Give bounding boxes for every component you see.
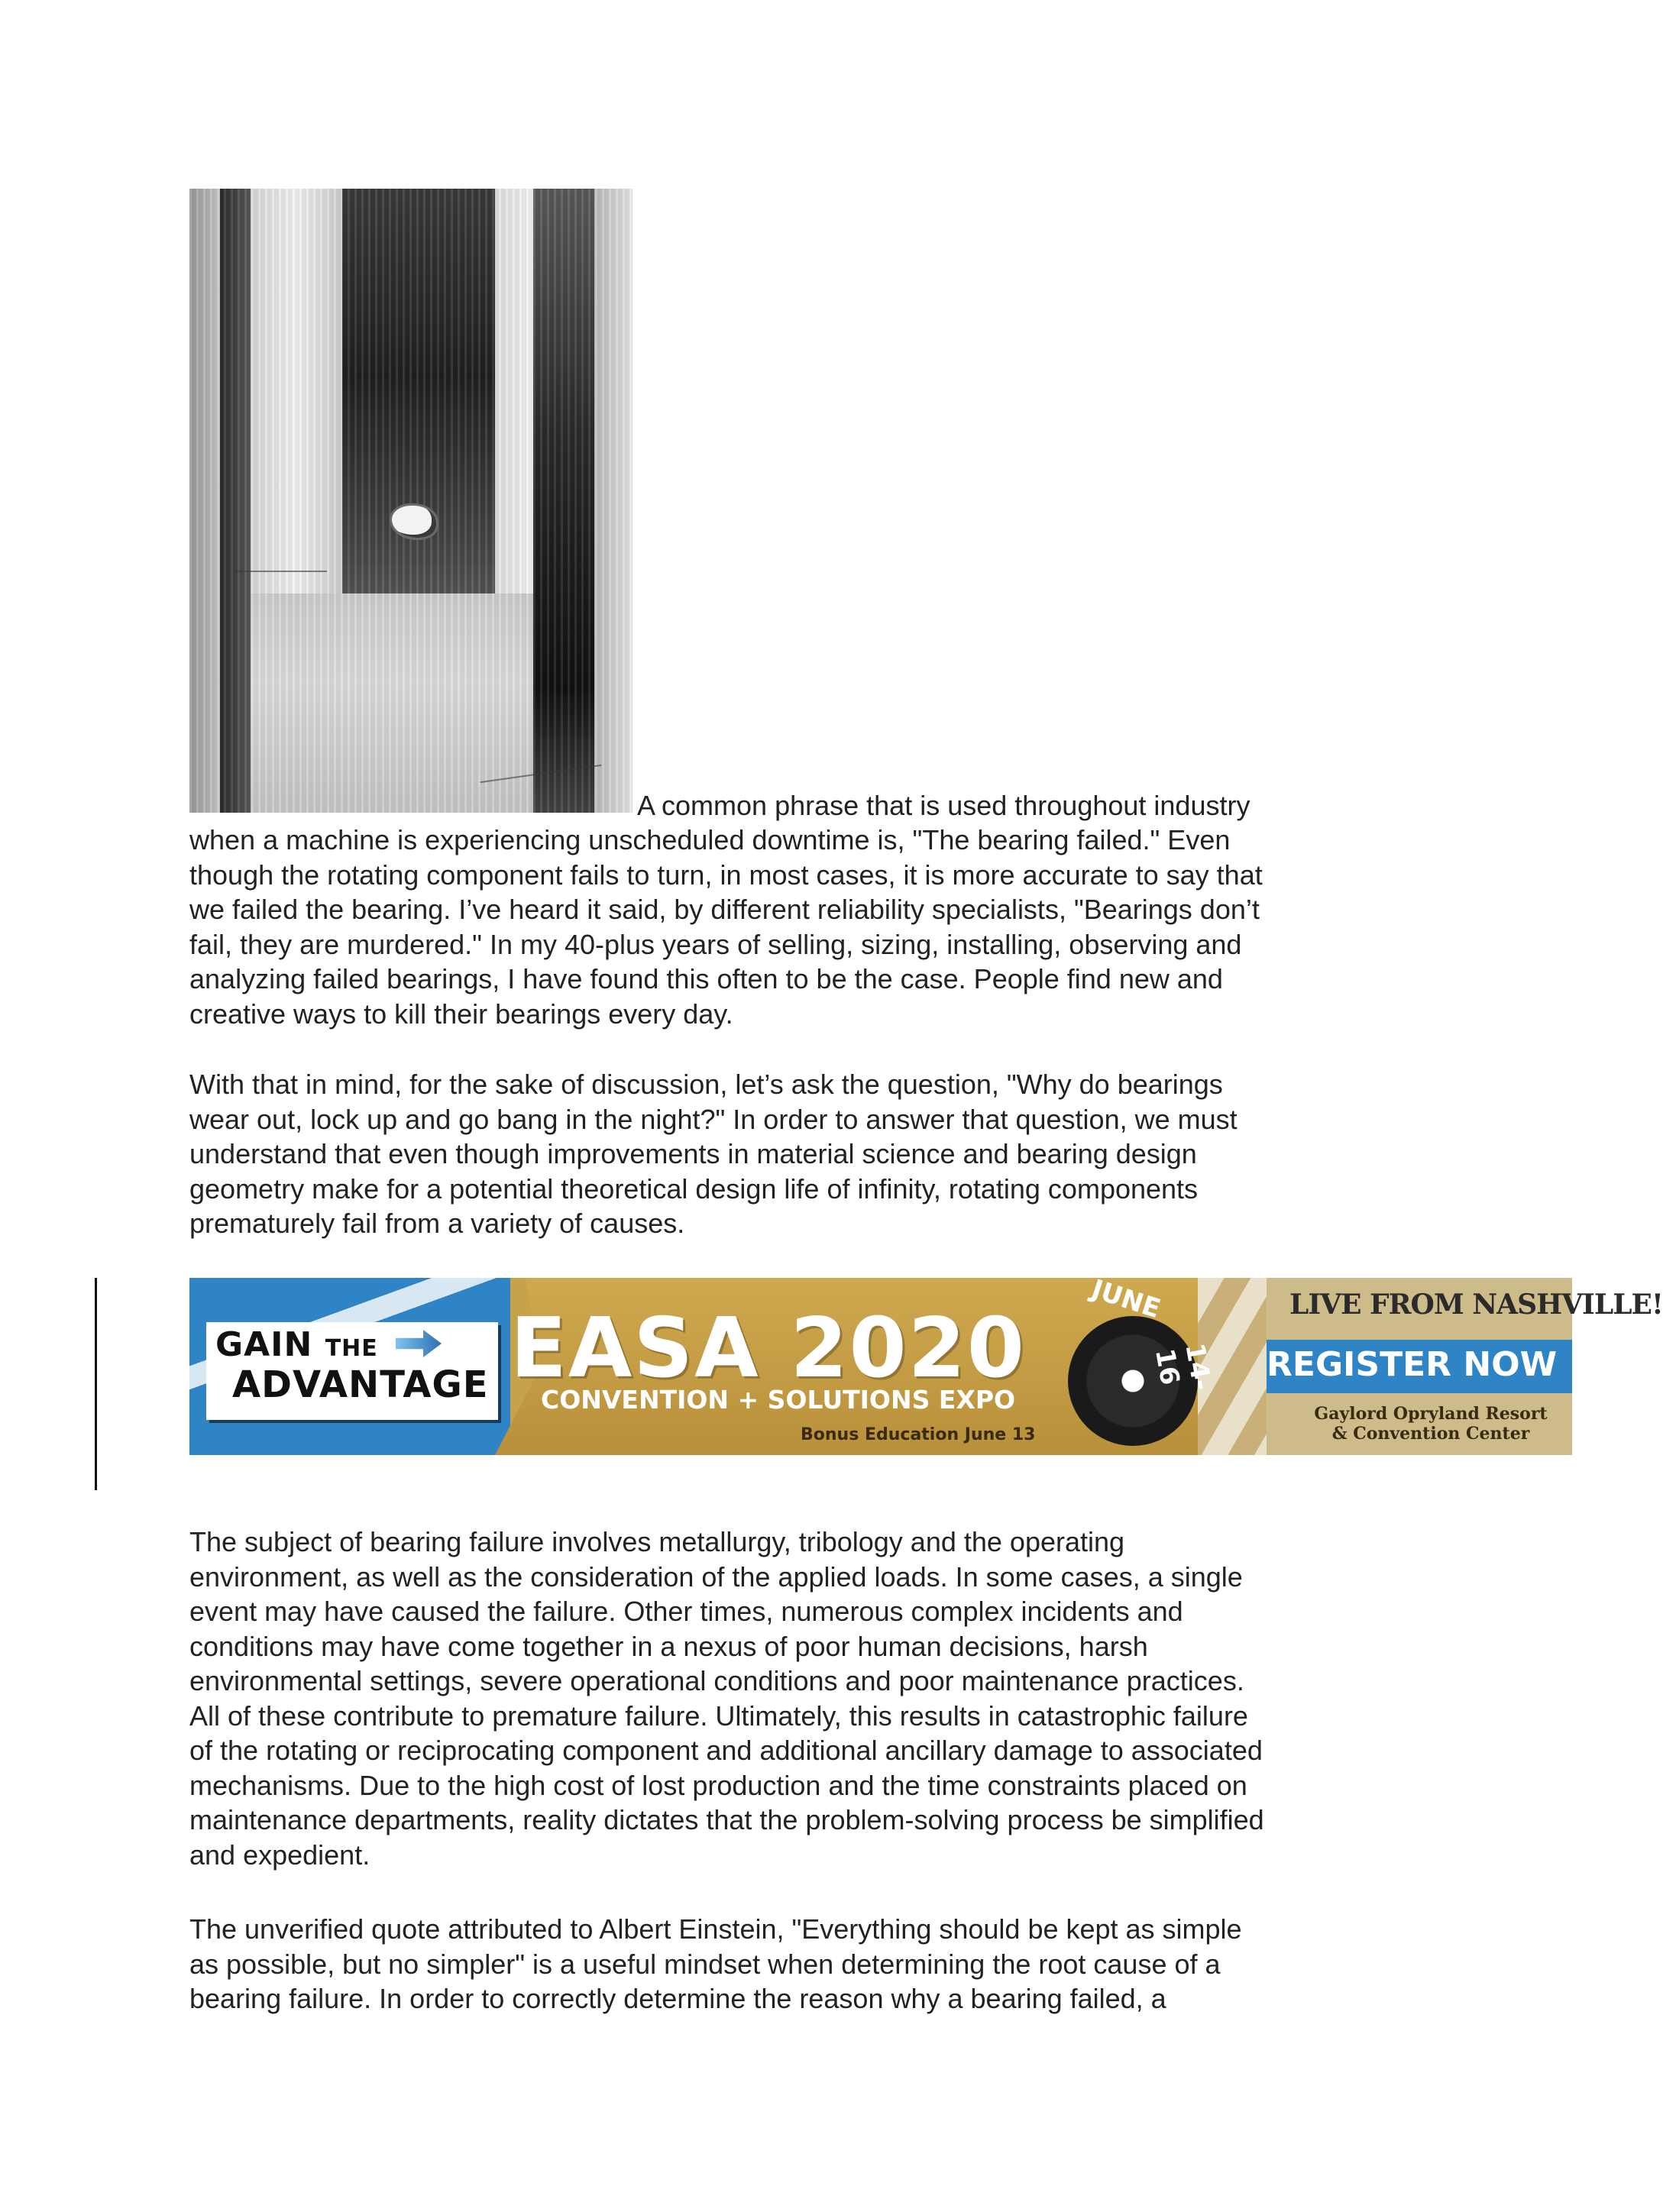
paragraph-1-first-line: A common phrase that is used throughout industry bbox=[637, 790, 1250, 821]
venue-text: Gaylord Opryland Resort & Convention Center bbox=[1314, 1404, 1548, 1444]
register-now-button[interactable]: REGISTER NOW bbox=[1267, 1345, 1558, 1384]
paragraph-2: With that in mind, for the sake of discussion, let’s ask the question, "Why do bearings wear out, lock up and go bang in the night?" In order to answer that question, we must understand that even though improvements in material science and bearing design geometry make for a potential theoretical design life of infinity, rotating components prematurely fail from a variety of causes. bbox=[189, 1069, 1238, 1239]
gain-text: GAIN THE bbox=[215, 1325, 378, 1364]
easa-2020-ad-banner[interactable] bbox=[189, 1273, 1663, 1455]
paragraph-1: when a machine is experiencing unscheduled downtime is, "The bearing failed." Even though the rotating component fails to turn, in most cases, it is more accurate to say that we failed the bearing. I’ve heard it said, by different reliability specialists, "Bearings don’t fail, they are murdered." In my 40-plus years of selling, sizing, installing, observing and analyzing failed bearings, I have found this often to be the case. People find new and creative ways to kill their bearings every day. bbox=[189, 824, 1263, 1030]
easa-logo-text: EASA 2020 bbox=[510, 1301, 1026, 1396]
paragraph-4: The unverified quote attributed to Albert Einstein, "Everything should be kept as simple as possible, but no simpler" is a useful mindset when determining the root cause of a bearing failure. In order to correctly determine the reason why a bearing failed, a bbox=[189, 1913, 1242, 2014]
bearing-photo bbox=[189, 189, 633, 813]
event-dates: JUNE 14-16 bbox=[1088, 1273, 1218, 1393]
advantage-text: ADVANTAGE bbox=[232, 1363, 489, 1406]
live-from-nashville: LIVE FROM NASHVILLE! bbox=[1289, 1289, 1663, 1321]
paragraph-3: The subject of bearing failure involves metallurgy, tribology and the operating environment, as well as the consideration of the applied loads. In some cases, a single event may have caused the failure. Other times, numerous complex incidents and conditions may have come together in a nexus of poor human decisions, harsh environmental settings, severe operational conditions and poor maintenance practices. All of these contribute to premature failure. Ultimately, this results in catastrophic failure of the rotating or reciprocating component and additional ancillary damage to associated mechanisms. Due to the high cost of lost production and the time constraints placed on maintenance departments, reality dictates that the problem-solving process be simplified and expedient. bbox=[189, 1526, 1264, 1871]
text-cursor bbox=[95, 1278, 97, 1490]
bonus-education: Bonus Education June 13 bbox=[801, 1425, 1036, 1444]
expo-subtitle: CONVENTION + SOLUTIONS EXPO bbox=[541, 1385, 1016, 1415]
